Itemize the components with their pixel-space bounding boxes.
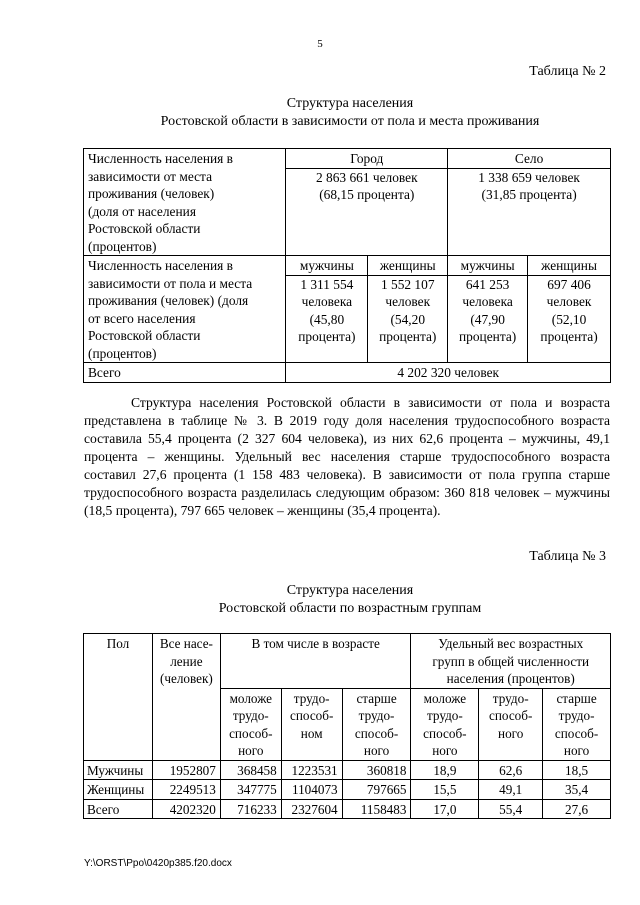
row-young: 716233	[220, 799, 281, 819]
header-line: проживания (человек) (доля	[88, 293, 249, 308]
value-line: человека	[301, 294, 353, 309]
header-line: Численность населения в	[88, 151, 233, 166]
sex-label: женщины	[368, 256, 447, 276]
header-line: способ-	[354, 725, 399, 741]
header-line: способ-	[554, 725, 599, 741]
header-line: Ростовской области	[88, 221, 201, 236]
table3-title-line2: Ростовской области по возрастным группам	[218, 601, 482, 616]
table-row	[84, 149, 611, 256]
sub-work	[281, 688, 342, 760]
sub-young-share	[411, 688, 479, 760]
row-work: 1223531	[281, 760, 342, 780]
value-line: (54,20	[390, 311, 426, 327]
value-line: 641 253	[465, 276, 510, 292]
row-sex: Всего	[84, 799, 153, 819]
total-label: Всего	[84, 363, 286, 383]
header-line: (доля от населения	[88, 203, 196, 219]
value-line: процента)	[298, 329, 356, 344]
header-line: моложе	[229, 690, 272, 706]
row-young: 347775	[220, 780, 281, 800]
village-men-cell	[448, 256, 528, 363]
row-young: 368458	[220, 760, 281, 780]
table2-row2-header	[84, 256, 286, 363]
row-old: 1158483	[342, 799, 411, 819]
header-line: ного	[363, 743, 390, 758]
header-line: ление	[170, 653, 203, 669]
table-row	[84, 780, 611, 800]
row-p-young: 17,0	[411, 799, 479, 819]
header-line: способ-	[229, 725, 273, 741]
header-line: трудо-	[358, 708, 395, 723]
header-line: трудо-	[293, 690, 330, 706]
village-cell	[448, 149, 611, 256]
header-line: групп в общей численности	[432, 653, 590, 669]
header-line: Все насе-	[159, 636, 213, 651]
h-age: В том числе в возрасте	[220, 634, 411, 689]
row-p-work: 62,6	[479, 760, 543, 780]
sub-young	[220, 688, 281, 760]
header-line: (человек)	[159, 671, 213, 686]
row-p-young: 15,5	[411, 780, 479, 800]
header-line: трудо-	[426, 708, 463, 723]
sub-old	[342, 688, 411, 760]
row-p-young: 18,9	[411, 760, 479, 780]
row-old: 797665	[342, 780, 411, 800]
sub-work-share	[479, 688, 543, 760]
header-line: трудо-	[492, 690, 529, 706]
row-sex: Мужчины	[84, 760, 153, 780]
value-line: 1 552 107	[380, 276, 435, 292]
value-line: процента)	[459, 329, 517, 344]
table2	[83, 148, 611, 383]
header-line: Ростовской области	[88, 328, 201, 343]
paragraph-text: Структура населения Ростовской области в зависимости от пола и возраста представлена в таблице № 3. В 2019 году доля населения трудоспособного возраста составила 55,4 процента (2 327 604 человека), из них 62,6 процента – мужчины, 49,1 процента – женщины. Удельный вес населения старше трудоспособного возраста составил 27,6 процента (1 158 483 человека). В зависимости от пола группа старше трудоспособного возраста разделилась следующим образом: 360 818 человек – мужчины (18,5 процента), 797 665 человек – женщины (35,4 процента).	[84, 395, 610, 518]
header-line: способ-	[423, 725, 467, 741]
value-line: процента)	[540, 329, 598, 344]
village-count: 1 338 659 человек	[478, 169, 580, 185]
header-line: трудо-	[558, 708, 595, 723]
table3	[83, 633, 611, 819]
row-total: 4202320	[152, 799, 220, 819]
total-value: 4 202 320 человек	[286, 363, 611, 383]
h-total	[152, 634, 220, 761]
table3-title-line1: Структура населения	[286, 583, 414, 598]
value-line: (45,80	[309, 311, 345, 327]
table-row	[84, 256, 611, 363]
city-label: Город	[286, 149, 447, 169]
footer-file-path: Y:\ORST\Ppo\0420p385.f20.docx	[84, 858, 232, 869]
header-line: ного	[563, 743, 590, 758]
header-line: Удельный вес возрастных	[438, 636, 584, 651]
header-line: старше	[356, 690, 397, 706]
row-p-work: 49,1	[479, 780, 543, 800]
sex-label: мужчины	[286, 256, 367, 276]
body-paragraph	[84, 394, 610, 520]
header-line: зависимости от места	[88, 168, 213, 184]
table2-title-line1: Структура населения	[286, 96, 414, 111]
table2-row1-header	[84, 149, 286, 256]
value-line: человека	[462, 294, 513, 309]
table-row	[84, 363, 611, 383]
row-p-work: 55,4	[479, 799, 543, 819]
row-work: 2327604	[281, 799, 342, 819]
header-line: старше	[556, 690, 597, 706]
value-line: человек	[546, 294, 592, 309]
city-women-cell	[368, 256, 448, 363]
header-line: проживания (человек)	[88, 186, 215, 201]
h-sex: Пол	[84, 634, 153, 761]
city-share: (68,15 процента)	[319, 187, 415, 202]
city-men-cell	[286, 256, 368, 363]
row-p-old: 27,6	[543, 799, 611, 819]
header-line: ного	[432, 743, 458, 758]
table3-label: Таблица № 3	[529, 549, 606, 564]
row-work: 1104073	[281, 780, 342, 800]
sub-old-share	[543, 688, 611, 760]
header-line: трудо-	[232, 708, 269, 723]
row-total: 1952807	[152, 760, 220, 780]
value-line: (52,10	[551, 311, 587, 327]
h-share	[411, 634, 611, 689]
header-line: ного	[498, 725, 524, 741]
table2-title	[60, 95, 640, 131]
value-line: процента)	[379, 329, 437, 344]
header-line: Численность населения в	[88, 258, 233, 273]
header-line: зависимости от пола и места	[88, 275, 253, 291]
row-old: 360818	[342, 760, 411, 780]
table-row	[84, 799, 611, 819]
header-line: (процентов)	[88, 238, 157, 254]
header-line: способ-	[289, 708, 334, 723]
sex-label: женщины	[528, 256, 610, 276]
header-line: ного	[238, 743, 264, 758]
table2-title-line2: Ростовской области в зависимости от пола и места проживания	[160, 114, 540, 129]
row-total: 2249513	[152, 780, 220, 800]
value-line: (47,90	[470, 311, 505, 327]
table-row	[84, 760, 611, 780]
row-p-old: 35,4	[543, 780, 611, 800]
row-sex: Женщины	[84, 780, 153, 800]
header-line: населения (процентов)	[446, 671, 575, 686]
header-line: ном	[300, 725, 323, 741]
header-line: от всего населения	[88, 310, 196, 326]
village-women-cell	[528, 256, 611, 363]
table3-title	[60, 582, 640, 618]
village-share: (31,85 процента)	[481, 187, 577, 202]
table-row	[84, 634, 611, 689]
page-number: 5	[317, 38, 323, 50]
table2-label: Таблица № 2	[529, 64, 606, 79]
village-label: Село	[448, 149, 610, 169]
value-line: 1 311 554	[300, 276, 354, 292]
header-line: моложе	[423, 690, 467, 706]
city-count: 2 863 661 человек	[315, 169, 418, 185]
header-line: (процентов)	[88, 345, 157, 361]
row-p-old: 18,5	[543, 760, 611, 780]
header-line: способ-	[489, 708, 533, 723]
value-line: 697 406	[547, 276, 591, 292]
city-cell	[286, 149, 448, 256]
value-line: человек	[385, 294, 431, 309]
sex-label: мужчины	[448, 256, 527, 276]
